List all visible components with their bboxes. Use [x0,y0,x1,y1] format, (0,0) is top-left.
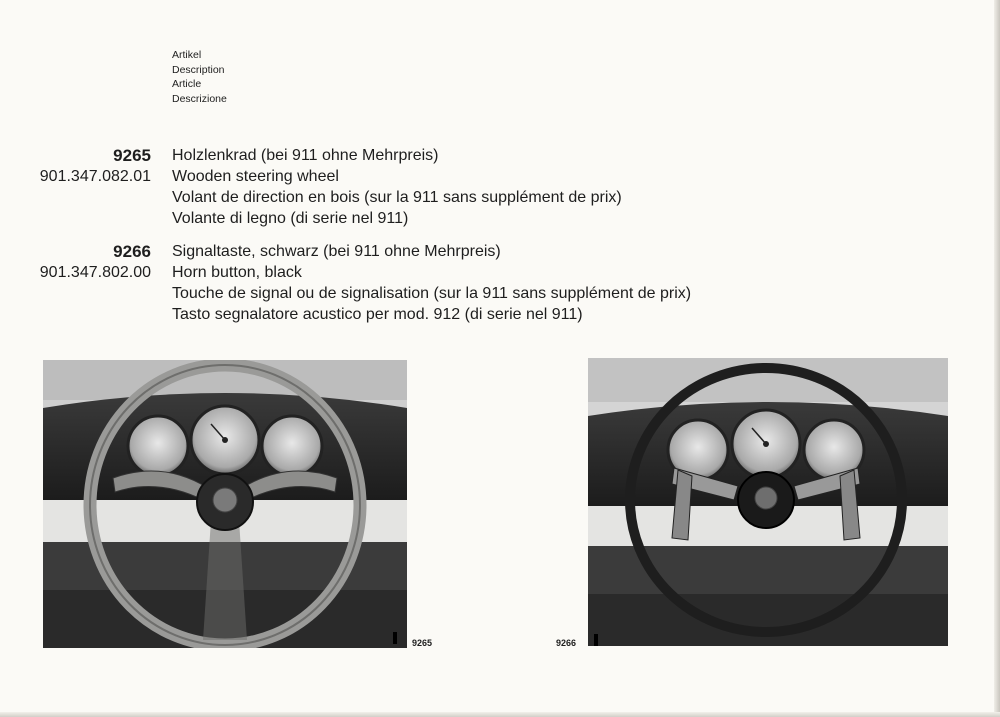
description-it: Tasto segnalatore acustico per mod. 912 (di serie nel 911) [172,306,583,323]
description-de: Signaltaste, schwarz (bei 911 ohne Mehrpreis) [172,243,501,260]
photo-wooden-steering-wheel [43,360,407,648]
legend-row [0,63,400,78]
entry-line [0,304,1000,325]
steering-wheel-illustration [588,358,948,646]
page-edge [994,0,1000,717]
order-number: 901.347.082.01 [39,168,151,185]
entry-line [0,208,1000,229]
entry-line [0,241,1000,262]
entry-line [0,166,1000,187]
legend-description-label: Description [172,63,225,76]
page-edge-bottom [0,712,1000,717]
legend-description-label: Article [172,78,202,90]
photo-black-horn-button [588,358,948,646]
legend-row [0,92,400,107]
legend-description-label: Descrizione [172,92,227,105]
entry-line [0,187,1000,208]
steering-wheel-illustration [43,360,407,648]
description-fr: Volant de direction en bois (sur la 911 sans supplément de prix) [172,189,622,206]
photo-caption-9266: 9266 [556,638,577,648]
entry-line [0,262,1000,283]
item-number: 9265 [113,146,151,165]
legend-row [0,77,400,92]
description-fr: Touche de signal ou de signalisation (sur la 911 sans supplément de prix) [172,285,692,302]
catalog-entry-9265 [0,145,1000,229]
order-number: 901.347.802.00 [39,264,151,281]
description-en: Wooden steering wheel [172,168,339,185]
item-number: 9266 [113,242,151,261]
description-en: Horn button, black [172,264,302,281]
entry-line [0,145,1000,166]
legend-row [0,48,400,63]
description-it: Volante di legno (di serie nel 911) [172,210,409,227]
catalog-entry-9266 [0,241,1000,325]
photo-caption-9265: 9265 [412,638,433,648]
legend-description-label: Artikel [172,49,202,61]
entry-line [0,283,1000,304]
column-legend [0,48,400,106]
description-de: Holzlenkrad (bei 911 ohne Mehrpreis) [172,147,439,164]
